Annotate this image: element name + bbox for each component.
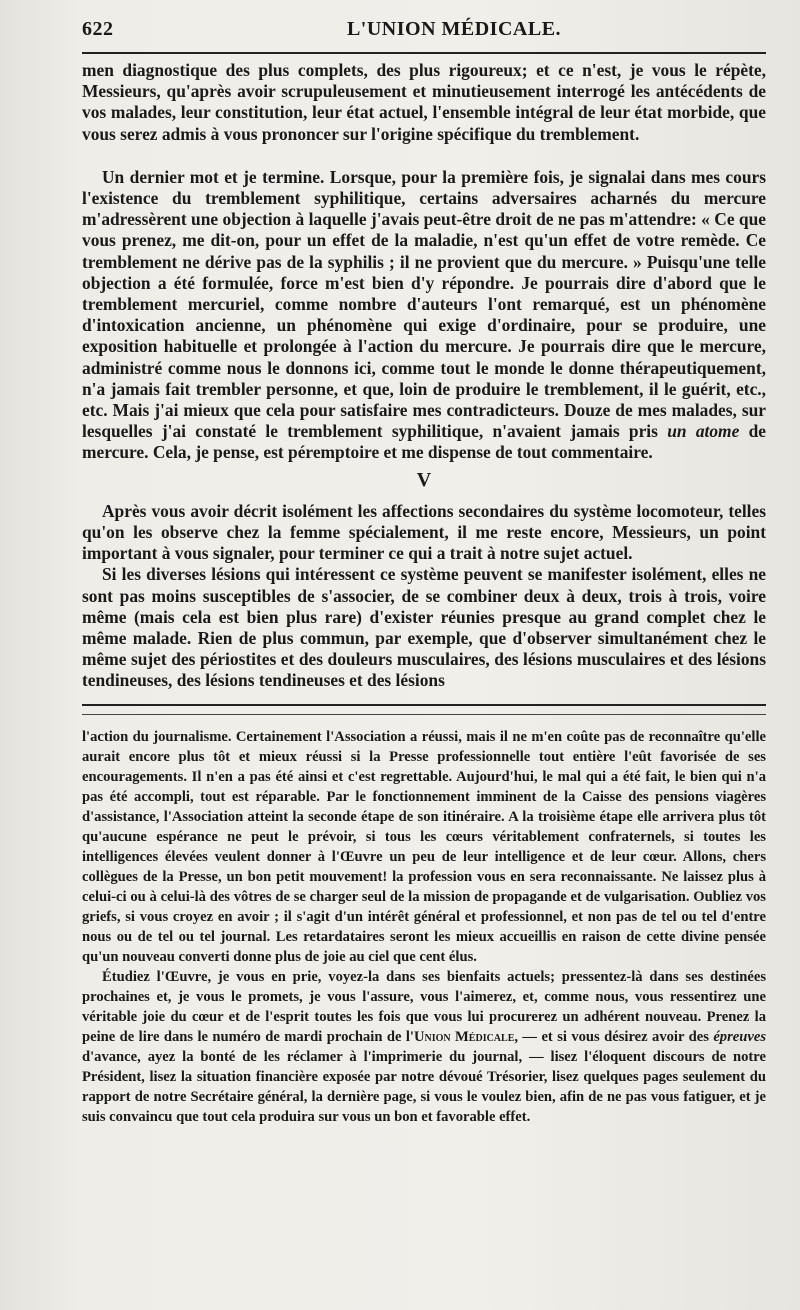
header-rule [82, 52, 766, 54]
paragraph-4: Si les diverses lésions qui intéressent ce système peuvent se manifester isolément, elles ne sont pas moins susceptibles de s'associer, de se combiner deux à deux, trois à trois, voire même (mais cela est bien plus rare) d'exister réunies presque au grand complet chez le même malade. Rien de plus commun, par exemple, que d'observer simultanément chez le même sujet des périostites et des douleurs musculaires, des lésions musculaires et des lésions tendineuses, des lésions tendineuses et des lésions [82, 564, 766, 691]
running-title: L'UNION MÉDICALE. [346, 18, 562, 40]
page-header [82, 14, 766, 42]
feuilleton-paragraph-2-text-c: d'avance, ayez la bonté de les réclamer à l'imprimerie du journal, — lisez l'éloquent discours de notre Président, lisez la situation financière exposée par notre dévoué Trésorier, lisez quelques pages seulement du rapport de notre Secrétaire général, la dernière page, si vous le voulez bien, afin de ne pas vous fatiguer, et je suis convaincu que tout cela produira sur vous un bon et favorable effet. [82, 1048, 766, 1125]
paragraph-3: Après vous avoir décrit isolément les affections secondaires du système locomoteur, telles qu'on les observe chez la femme spécialement, il me reste encore, Messieurs, un point important à vous signaler, pour terminer ce qui a trait à notre sujet actuel. [82, 500, 766, 564]
paragraph-2-text-a: Un dernier mot et je termine. Lorsque, pour la première fois, je signalai dans mes cours l'existence du tremblement syphilitique, certains adversaires acharnés du mercure m'adressèrent une objection à laquelle j'avais peut-être droit de ne pas m'attendre: « Ce que vous prenez, me dit-on, pour un effet de la maladie, n'est qu'un effet de votre remède. Ce tremblement ne dérive pas de la syphilis ; il ne provient que du mercure. » Puisqu'une telle objection a été formulée, force m'est bien d'y répondre. Je pourrais dire d'abord que le tremblement mercuriel, comme nombre d'auteurs l'ont remarqué, est un phénomène d'intoxication ancienne, un phénomène qui exige d'ordinaire, pour se produire, une exposition habituelle et prolongée à l'action du mercure. Je pourrais dire que le mercure, administré comme nous le donnons ici, comme tout le monde le donne thérapeutiquement, n'a jamais fait trembler personne, et que, loin de produire le tremblement, il le guérit, etc., etc. Mais j'ai mieux que cela pour satisfaire mes contradicteurs. Douze de mes malades, sur lesquelles j'ai constaté le tremblement syphilitique, n'avaient jamais pris [82, 166, 766, 442]
feuilleton-separator-thin [82, 714, 766, 715]
feuilleton-paragraph-2-text-b: , — et si vous désirez avoir des [514, 1028, 714, 1045]
paragraph-2-text-b: de mercure. Cela, je pense, est péremptoire et me dispense de tout commentaire. [82, 421, 766, 463]
feuilleton-paragraph-2 [82, 967, 766, 1127]
feuilleton-separator [82, 704, 766, 706]
feuilleton-paragraph-2-text-a: Étudiez l'Œuvre, je vous en prie, voyez-la dans ses bienfaits actuels; pressentez-là dans ses destinées prochaines et, je vous le promets, je vous l'assure, vous l'aimerez, et, comme nous, vous ressentirez une véritable joie du cœur et de l'esprit toutes les fois que vous lui procurerez un adhérent nouveau. Prenez la peine de lire dans le numéro de mardi prochain de l' [82, 968, 766, 1045]
feuilleton-paragraph-1: l'action du journalisme. Certainement l'Association a réussi, mais il ne m'en coûte pas de reconnaître qu'elle aurait encore plus tôt et mieux réussi si la Presse professionnelle tout entière l'eût favorisée de ses encouragements. Il n'en a pas été ainsi et c'est regrettable. Aujourd'hui, le mal qui a été fait, le bien qui n'a pas été accompli, tout est réparable. Par le fonctionnement imminent de la Caisse des pensions viagères d'assistance, l'Association atteint la seconde étape de son itinéraire. A la troisième étape elle arrivera plus tôt qu'aucune espérance ne peut le prévoir, si tous les cœurs véritablement confraternels, si toutes les intelligences élevées veulent donner à l'Œuvre un peu de leur intelligence et de leur cœur. Allons, chers collègues de la Presse, un bon petit mouvement! la profession vous en sera reconnaissante. Ne laissez plus à celui-ci ou à celui-là des vôtres de se charger seul de la mission de propagande et de vulgarisation. Oubliez vos griefs, si vous croyez en avoir ; il s'agit d'un intérêt général et professionnel, et non pas de tel ou tel d'entre nous ou de tel ou tel journal. Les retardataires seront les mieux accueillis en raison de cette divine pensée qu'un nouveau converti donne plus de joie au ciel que cent élus. [82, 728, 766, 965]
feuilleton-paragraph-2-emphasis: épreuves [713, 1028, 766, 1045]
paragraph-2 [82, 167, 766, 464]
section-number: V [416, 468, 432, 491]
paragraph-2-emphasis: un atome [667, 421, 740, 442]
paragraph-1: men diagnostique des plus complets, des plus rigoureux; et ce n'est, je vous le répète, Messieurs, qu'après avoir scrupuleusement et minutieusement interrogé les antécédents de vos malades, leur constitution, leur état actuel, l'ensemble intégral de leur état morbide, que vous serez admis à vous prononcer sur l'origine spécifique du tremblement. [82, 60, 766, 144]
journal-name: Union Médicale [413, 1028, 515, 1045]
page-number: 622 [82, 18, 114, 40]
feuilleton-section [82, 727, 766, 1127]
main-article [82, 60, 766, 692]
paragraph-gap [82, 145, 766, 167]
